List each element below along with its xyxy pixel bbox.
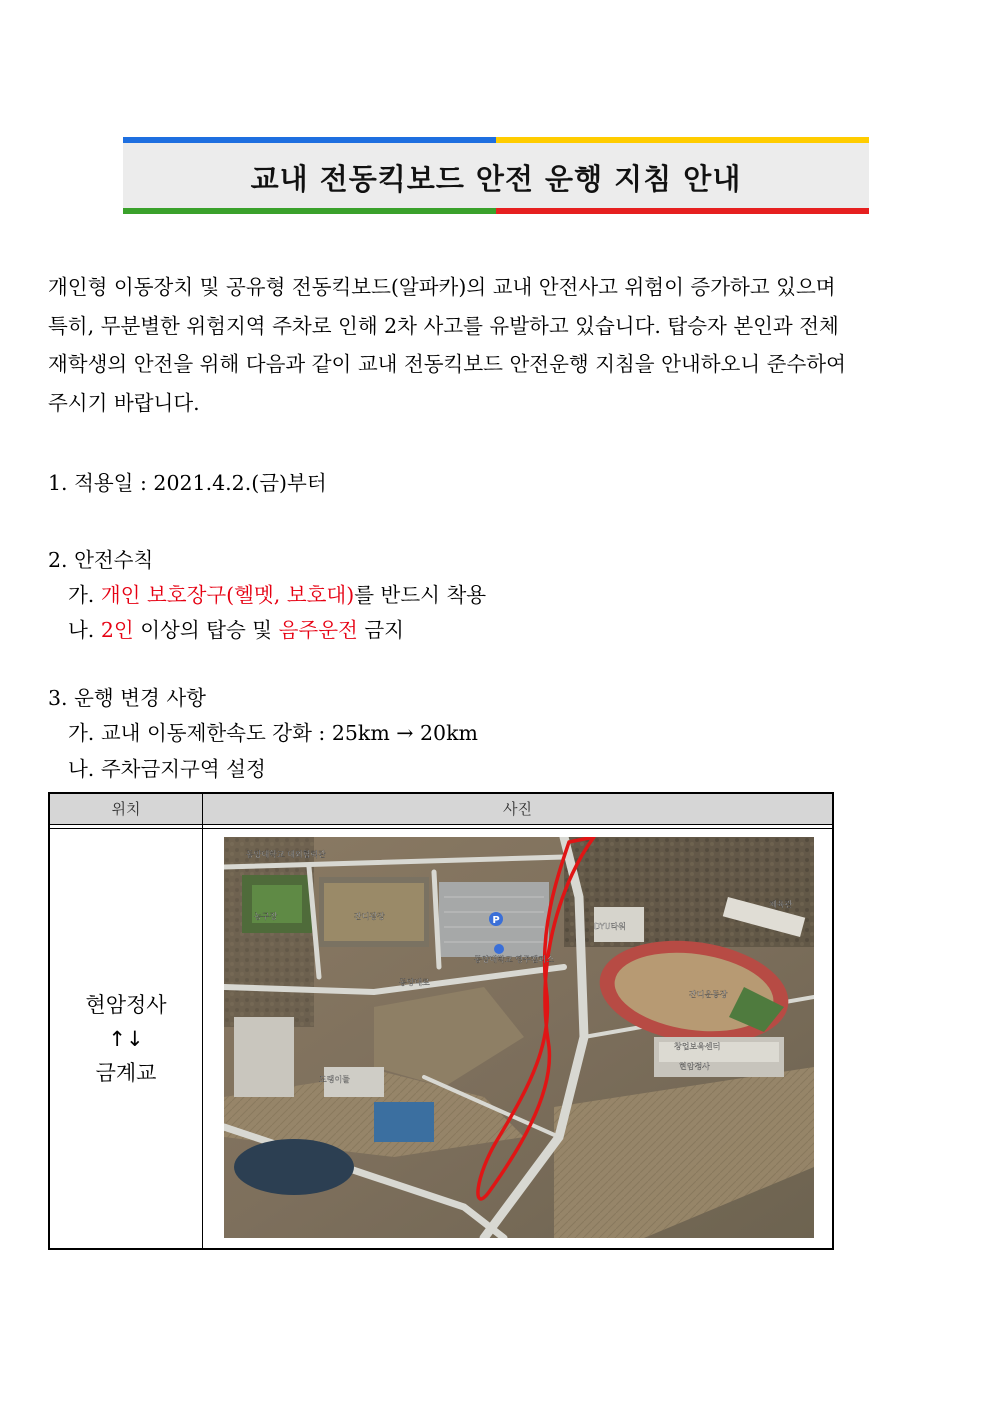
- location-bottom: 금계교: [95, 1060, 157, 1085]
- page-title: 교내 전동킥보드 안전 운행 지침 안내: [250, 162, 742, 196]
- section-3-item-a: 가. 교내 이동제한속도 강화 : 25km → 20km: [68, 721, 478, 745]
- title-bar-top-right: [496, 137, 869, 143]
- intro-line: 재학생의 안전을 위해 다음과 같이 교내 전동킥보드 안전운행 지침을 안내하오니 준수하여: [48, 352, 846, 377]
- intro-line: 개인형 이동장치 및 공유형 전동킥보드(알파카)의 교내 안전사고 위험이 증가하고 있으며: [48, 275, 836, 299]
- section-3-item-b: 나. 주차금지구역 설정: [68, 757, 266, 781]
- section-2-item-a: [68, 581, 486, 609]
- map-label-road: 동양대로: [399, 978, 430, 987]
- aerial-map-photo: [224, 837, 814, 1238]
- section-2-heading: 2. 안전수칙: [48, 548, 154, 572]
- title-box: [123, 137, 869, 214]
- map-label-track-field: 잔디운동장: [689, 990, 728, 999]
- table-column-divider: [202, 794, 203, 1248]
- title-bar-bottom-right: [496, 208, 869, 214]
- title-bar-top-left: [123, 137, 496, 143]
- map-label-farm: 도랭이들: [319, 1075, 350, 1084]
- item-a-highlight: 개인 보호장구(헬멧, 보호대): [100, 583, 355, 607]
- map-label-campus-name: 동양대학교 영주캠퍼스: [474, 955, 554, 964]
- map-label-lawn-square: 잔디광장: [354, 912, 385, 921]
- item-b-highlight-2: 음주운전: [278, 618, 358, 642]
- map-label-health-center: 현암정사: [679, 1062, 710, 1071]
- map-label-sports-center: 창업보육센터: [674, 1042, 721, 1051]
- intro-line: 특히, 무분별한 위험지역 주차로 인해 2차 사고를 유발하고 있습니다. 탑승자 본인과 전체: [48, 313, 839, 338]
- bidirectional-arrows-icon: ↑↓: [108, 1026, 144, 1051]
- item-a-suffix: 를 반드시 착용: [354, 583, 487, 607]
- section-1-effective-date: 1. 적용일 : 2021.4.2.(금)부터: [48, 471, 327, 495]
- item-b-suffix: 금지: [357, 618, 404, 642]
- section-2-item-b: [68, 616, 404, 644]
- item-b-middle: 이상의 탑승 및: [133, 618, 279, 642]
- section-3-heading: 3. 운행 변경 사항: [48, 686, 206, 710]
- item-b-highlight-1: 2인: [100, 618, 134, 642]
- table-location-cell: [50, 829, 202, 1248]
- intro-paragraph: [48, 268, 936, 423]
- intro-line: 주시기 바랍니다.: [48, 391, 200, 416]
- title-bar-bottom-left: [123, 208, 496, 214]
- table-header-location: 위치: [111, 800, 141, 818]
- map-label-top-left: 동양대학교 대외협력관: [246, 850, 326, 859]
- no-parking-zone-table: [48, 792, 834, 1250]
- map-label-basketball: 농구장: [254, 912, 278, 921]
- map-label-gym: 체육관: [769, 900, 793, 909]
- item-b-prefix: 나.: [68, 618, 101, 642]
- svg-text:P: P: [492, 915, 500, 926]
- map-label-dormitory: DYU타워: [594, 922, 626, 931]
- table-header-photo: 사진: [503, 800, 532, 818]
- location-top: 현암정사: [85, 992, 167, 1017]
- item-a-prefix: 가.: [68, 583, 101, 607]
